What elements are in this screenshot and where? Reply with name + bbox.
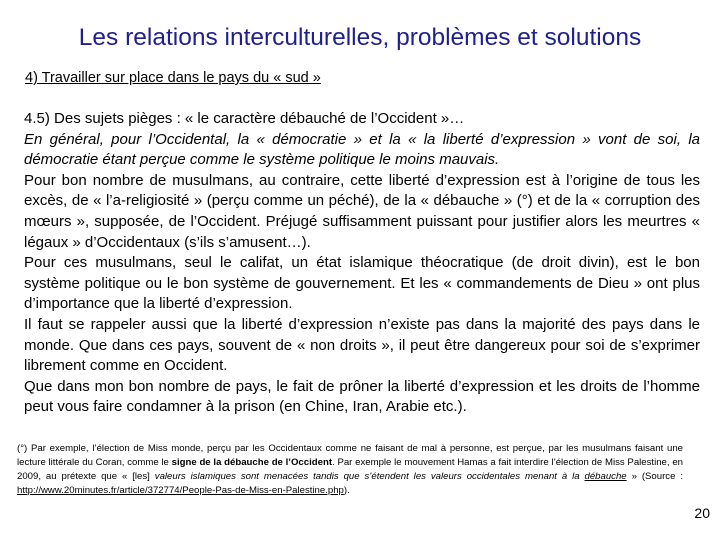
footnote bbox=[17, 442, 683, 498]
paragraph-3: Il faut se rappeler aussi que la liberté d’expression n’existe pas dans la majorité des pays dans le monde. Que dans ces pays, souvent de « non droits », il peut être dangereux pour soi de s’exprimer librement comme en Occident. bbox=[24, 315, 700, 375]
subsection-heading: 4.5) Des sujets pièges : « le caractère débauché de l’Occident »… bbox=[24, 110, 465, 127]
paragraph-1: Pour bon nombre de musulmans, au contraire, cette liberté d’expression est à l’origine de tous les excès, de « l’a-religiosité » (perçu comme un péché), de la « débauche » (°) et de la « corruption des mœurs », supposée, de l’Occident. Préjugé suffisamment puissant pour justifier alors les meurtres « légaux » d’Occidentaux (s’ils s’amusent…). bbox=[24, 171, 700, 251]
source-link[interactable]: http://www.20minutes.fr/article/372774/People-Pas-de-Miss-en-Palestine.php bbox=[17, 485, 344, 496]
paragraph-intro: En général, pour l’Occidental, la « démocratie » et la « la liberté d’expression » vont de soi, la démocratie étant perçue comme le système politique le moins mauvais. bbox=[24, 130, 700, 169]
footnote-text-2: . Par exemple le mouvement Hamas a fait interdire l’élection de Miss Palestine, en 2009, au prétexte que « [les] bbox=[17, 457, 683, 482]
paragraph-4: Que dans mon bon nombre de pays, le fait de prôner la liberté d’expression et les droits de l’homme peut vous faire condamner à la prison (en Chine, Iran, Arabie etc.). bbox=[24, 377, 700, 416]
footnote-debauche-link[interactable]: débauche bbox=[584, 471, 627, 482]
page-number: 20 bbox=[694, 505, 710, 521]
footnote-text-3: » (Source : bbox=[626, 471, 683, 482]
paragraph-2: Pour ces musulmans, seul le califat, un état islamique théocratique (de droit divin), est le bon système politique ou le bon système de gouvernement. Et les « commandements de Dieu » ont plus d’importance que la liberté d’expression. bbox=[24, 254, 700, 313]
footnote-marker: (°) bbox=[17, 443, 28, 454]
page-title: Les relations interculturelles, problèmes et solutions bbox=[78, 24, 642, 51]
main-content bbox=[24, 109, 700, 418]
footnote-bold: signe de la débauche de l’Occident bbox=[171, 457, 333, 468]
footnote-italic: valeurs islamiques sont menacées tandis que s’étendent les valeurs occidentales menant à la bbox=[154, 471, 585, 482]
section-heading: 4) Travailler sur place dans le pays du « sud » bbox=[25, 70, 321, 86]
footnote-text-1: Par exemple, l’élection de Miss monde, perçu par les Occidentaux comme ne faisant de mal à personne, est perçue, par les musulmans faisant une lecture littérale du Coran, comme le bbox=[17, 443, 683, 468]
footnote-text-4: ). bbox=[343, 485, 350, 496]
